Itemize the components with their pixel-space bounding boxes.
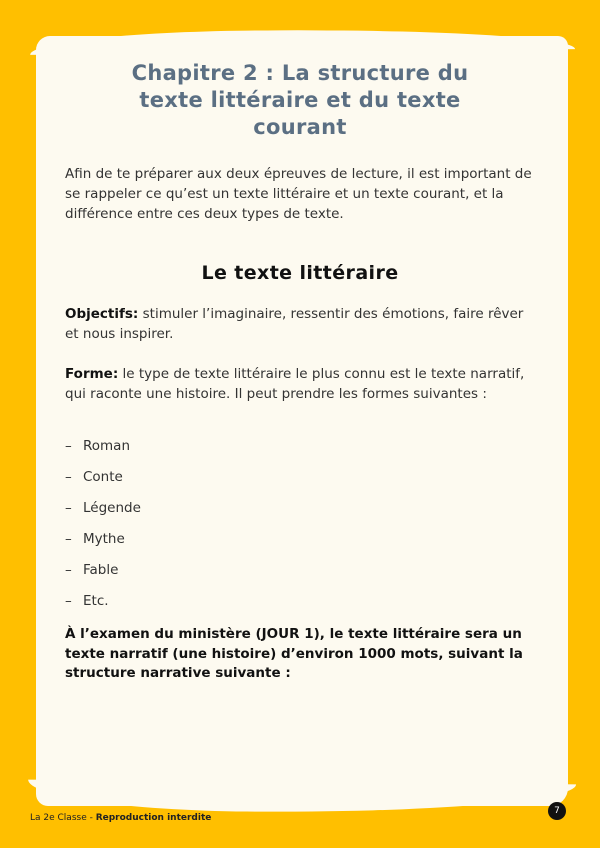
page-number: 7 <box>548 802 566 820</box>
list-item-label: Conte <box>83 469 123 485</box>
dash-bullet: – <box>65 438 72 454</box>
chapter-title-line: texte littéraire et du texte <box>139 88 461 112</box>
dash-bullet: – <box>65 469 72 485</box>
list-item <box>65 560 535 580</box>
list-item-label: Mythe <box>83 531 125 547</box>
section-title: Le texte littéraire <box>201 262 399 284</box>
dash-bullet: – <box>65 562 72 578</box>
chapter-title-line: Chapitre 2 : La structure du <box>131 61 469 85</box>
list-item <box>65 498 535 518</box>
page-content <box>65 60 535 697</box>
paper-edge <box>28 780 576 815</box>
list-item-label: Fable <box>83 562 119 578</box>
list-item-label: Etc. <box>83 593 109 609</box>
dash-bullet: – <box>65 593 72 609</box>
exam-paragraph: À l’examen du ministère (JOUR 1), le texte littéraire sera un texte narratif (une histoire) d’environ 1000 mots, suivant la structure narrative suivante : <box>65 626 523 681</box>
objectifs-text: stimuler l’imaginaire, ressentir des émotions, faire rêver et nous inspirer. <box>65 306 524 342</box>
chapter-title-line: courant <box>253 115 347 139</box>
dash-bullet: – <box>65 531 72 547</box>
forme-paragraph <box>65 364 535 404</box>
list-item <box>65 436 535 456</box>
list-item <box>65 529 535 549</box>
forme-text: le type de texte littéraire le plus connu est le texte narratif, qui raconte une histoire. Il peut prendre les formes suivantes : <box>65 366 525 402</box>
forme-label: Forme: <box>65 366 119 382</box>
list-item <box>65 467 535 487</box>
list-item <box>65 591 535 611</box>
objectifs-paragraph <box>65 304 535 344</box>
footer-bold: Reproduction interdite <box>95 813 212 823</box>
intro-paragraph: Afin de te préparer aux deux épreuves de lecture, il est important de se rappeler ce qu’est un texte littéraire et un texte courant, et la différence entre ces deux types de texte. <box>65 166 532 222</box>
chapter-title <box>65 60 535 141</box>
dash-bullet: – <box>65 500 72 516</box>
footer <box>30 813 211 823</box>
objectifs-label: Objectifs: <box>65 306 139 322</box>
footer-text: La 2e Classe - <box>30 813 96 823</box>
list-item-label: Roman <box>83 438 131 454</box>
forms-list <box>65 436 535 611</box>
list-item-label: Légende <box>83 500 141 516</box>
